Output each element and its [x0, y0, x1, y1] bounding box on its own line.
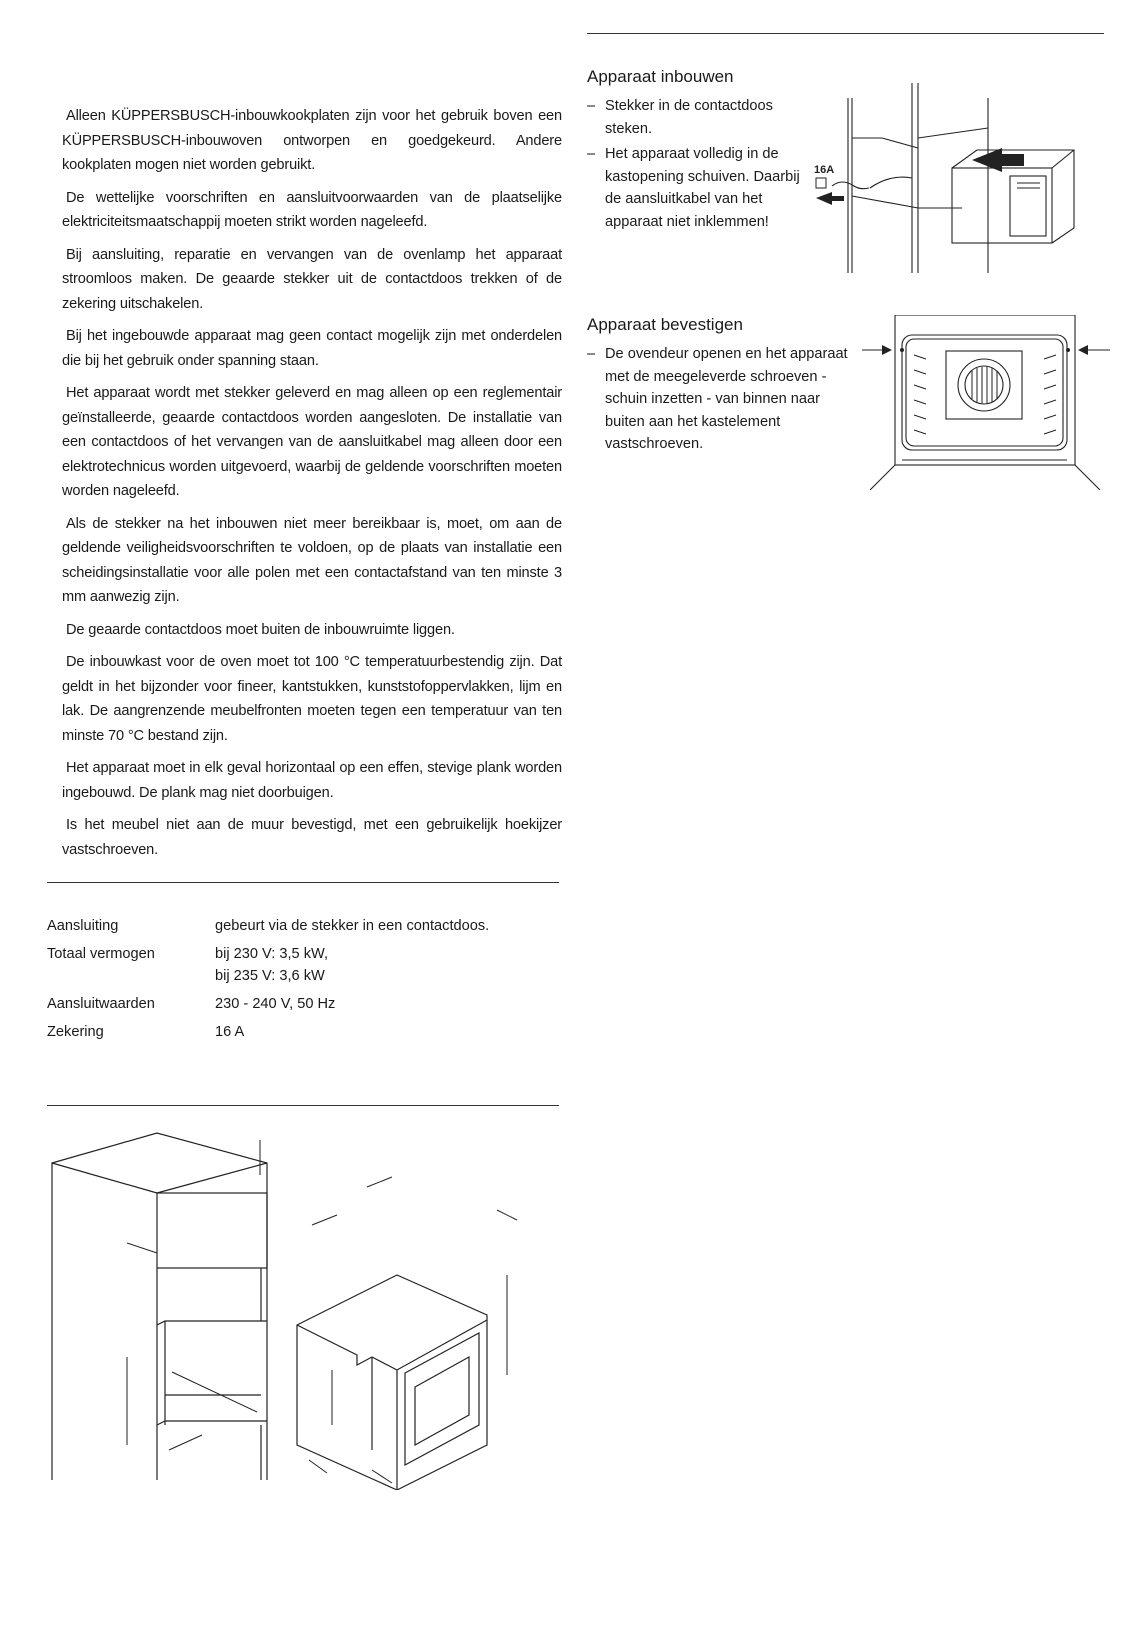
spec-label: Aansluitwaarden: [47, 996, 155, 1012]
spec-value-line: bij 235 V: 3,6 kW: [215, 968, 325, 984]
section-divider-specs: [47, 882, 559, 883]
spec-row: [47, 915, 489, 943]
safety-paragraph: Het apparaat wordt met stekker geleverd en mag alleen op een reglementair geïnstalleerde, geaarde contactdoos worden aangesloten. De installatie van een contactdoos of het vervangen van de aansluitkabel mag alleen door een elektrotechnicus worden uitgevoerd, waarbij de geldende voorschriften moeten worden nageleefd.: [62, 385, 562, 499]
safety-paragraph: Alleen KÜPPERSBUSCH-inbouwkookplaten zijn voor het gebruik boven een KÜPPERSBUSCH-inbouwoven ontworpen en goedgekeurd. Andere kookplaten mogen niet worden gebruikt.: [62, 108, 562, 173]
figure-insert-appliance: [812, 78, 1112, 278]
safety-paragraph: Bij aansluiting, reparatie en vervangen van de ovenlamp het apparaat stroomloos maken. De geaarde stekker uit de contactdoos trekken of de zekering uitschakelen.: [62, 246, 562, 312]
section-divider-top-right: [587, 33, 1104, 34]
spec-label: Zekering: [47, 1024, 104, 1040]
inbouwen-steps: [587, 95, 805, 237]
safety-instructions: [62, 104, 562, 870]
safety-paragraph: De geaarde contactdoos moet buiten de inbouwruimte liggen.: [66, 621, 455, 638]
section-title-bevestigen: Apparaat bevestigen: [587, 315, 743, 334]
bullet: –: [587, 146, 596, 163]
bullet: –: [587, 98, 596, 114]
figure-installation-dimensions: [47, 1125, 547, 1490]
spec-row: [47, 943, 489, 993]
oven-fixing-illustration: [862, 315, 1112, 490]
figure-oven-fixing: [862, 315, 1112, 490]
spec-label: Aansluiting: [47, 918, 119, 934]
list-item: – Stekker in de contactdoos steken.: [587, 95, 805, 140]
insert-appliance-illustration: [812, 78, 1112, 278]
section-title-inbouwen: Apparaat inbouwen: [587, 67, 734, 86]
socket-icon: [816, 178, 826, 188]
safety-paragraph: Als de stekker na het inbouwen niet meer bereikbaar is, moet, om aan de geldende veiligheidsvoorschriften te voldoen, op de plaats van installatie een scheidingsinstallatie voor alle polen met een contactafstand van ten minste 3 mm aanwezig zijn.: [62, 515, 562, 605]
section-divider-dimensions: [47, 1105, 559, 1106]
safety-paragraph: Bij het ingebouwde apparaat mag geen contact mogelijk zijn met onderdelen die bij het gebruik onder spanning staan.: [62, 328, 562, 369]
spec-row: [47, 1021, 489, 1049]
safety-paragraph: Het apparaat moet in elk geval horizontaal op een effen, stevige plank worden ingebouwd. De plank mag niet doorbuigen.: [62, 760, 562, 801]
safety-paragraph: De inbouwkast voor de oven moet tot 100 °C temperatuurbestendig zijn. Dat geldt in het bijzonder voor fineer, kantstukken, kunststofoppervlakken, lijm en lak. De aangrenzende meubelfronten moeten tegen een temperatuur van ten minste 70 °C bestand zijn.: [62, 654, 562, 744]
spec-value: [215, 943, 489, 993]
spec-value-line: bij 230 V: 3,5 kW,: [215, 946, 329, 962]
bevestigen-steps: [587, 343, 857, 459]
spec-row: [47, 993, 489, 1021]
list-item: – Het apparaat volledig in de kastopening schuiven. Daarbij de aansluitkabel van het apparaat niet inklemmen!: [587, 143, 805, 233]
fuse-label: 16A: [814, 164, 835, 176]
bullet: –: [587, 346, 596, 362]
installation-dimensions-illustration: [47, 1125, 547, 1490]
spec-label: Totaal vermogen: [47, 946, 155, 962]
spec-value: gebeurt via de stekker in een contactdoos.: [215, 918, 490, 934]
spec-value: 230 - 240 V, 50 Hz: [215, 996, 336, 1012]
list-item: – De ovendeur openen en het apparaat met de meegeleverde schroeven - schuin inzetten - van binnen naar buiten aan het kastelement vastschroeven.: [587, 343, 857, 456]
safety-paragraph: Is het meubel niet aan de muur bevestigd, met een gebruikelijk hoekijzer vastschroeven.: [62, 817, 562, 858]
spec-value: 16 A: [215, 1024, 245, 1040]
electrical-specs-table: [47, 915, 489, 1049]
safety-paragraph: De wettelijke voorschriften en aansluitvoorwaarden van de plaatselijke elektriciteitsmaatschappij moeten strikt worden nageleefd.: [62, 189, 562, 230]
